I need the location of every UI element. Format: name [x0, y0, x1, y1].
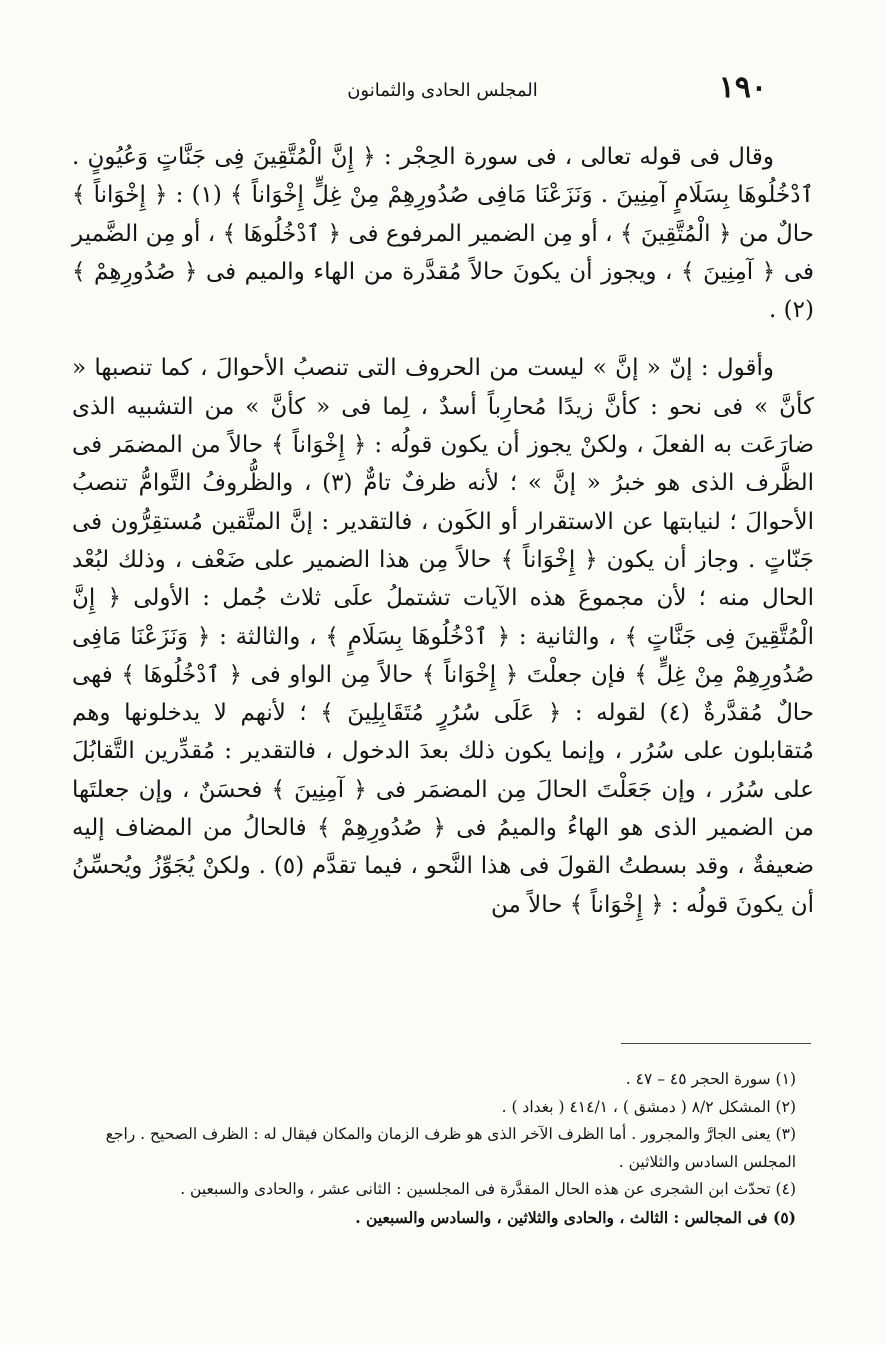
paragraph-2: وأقول : إنّ « إنَّ » ليست من الحروف التى تنصبُ الأحوالَ ، كما تنصبها « كأنَّ » فى نحو : كأنَّ زيدًا مُحارِباً أسدٌ ، لِما فى « كأنَّ » من التشبيه الذى ضارَعَت به الفعلَ ، ولكنْ يجوز أن يكون قولُه : ﴿ إِخْوَاناً ﴾ حالاً من المضمَر فى الظَّرف الذى هو خبرُ « إنَّ » ؛ لأنه ظرفٌ تامٌّ (٣) ، والظُّروفُ التَّوامُّ تنصبُ الأحوالَ ؛ لنيابتها عن الاستقرار أو الكَون ، فالتقدير : إنَّ المتَّقين مُستقِرُّون فى جَنّاتٍ . وجاز أن يكون ﴿ إِخْوَاناً ﴾ حالاً مِن هذا الضمير على ضَعْف ، وذلك لبُعْد الحال منه ؛ لأن مجموعَ هذه الآيات تشتملُ علَى ثلاث جُمل : الأولى ﴿ إِنَّ الْمُتَّقِينَ فِى جَنَّاتٍ ﴾ ، والثانية : ﴿ ٱدْخُلُوهَا بِسَلَامٍ ﴾ ، والثالثة : ﴿ وَنَزَعْنَا مَافِى صُدُورِهِمْ مِنْ غِلٍّ ﴾ فإن جعلْتَ ﴿ إِخْوَاناً ﴾ حالاً مِن الواو فى ﴿ ٱدْخُلُوهَا ﴾ فهى حالٌ مُقدَّرةٌ (٤) لقوله : ﴿ عَلَى سُرُرٍ مُتَقَابِلِينَ ﴾ ؛ لأنهم لا يدخلونها وهم مُتقابلون على سُرُر ، وإنما يكون ذلك بعدَ الدخول ، فالتقدير : مُقدِّرين التَّقابُلَ على سُرُر ، وإن جَعَلْتَ الحالَ مِن المضمَر فى ﴿ آمِنِينَ ﴾ فحسَنٌ ، وإن جعلتَها من الضمير الذى هو الهاءُ والميمُ فى ﴿ صُدُورِهِمْ ﴾ فالحالُ من المضاف إليه ضعيفةٌ ، وقد بسطتُ القولَ فى هذا النَّحو ، فيما تقدَّم (٥) . ولكنْ يُجَوِّزُ ويُحسِّنُ أن يكونَ قولُه : ﴿ إِخْوَاناً ﴾ حالاً من	[72, 355, 815, 918]
main-text	[72, 138, 814, 924]
page-header	[0, 70, 885, 114]
footnote-5: (٥) فى المجالس : الثالث ، والحادى والثلاثين ، والسادس والسبعين .	[355, 1207, 796, 1227]
footnote-1: (١) سورة الحجر ٤٥ – ٤٧ .	[625, 1070, 796, 1088]
footnote-3: (٣) يعنى الجارَّ والمجرور . أما الظرف الآخر الذى هو ظرف الزمان والمكان فيقال له : الظرف الصحيح . راجع المجلس السادس والثلاثين .	[105, 1125, 796, 1171]
footnote-2: (٢) المشكل ٨/٢ ( دمشق ) ، ٤١٤/١ ( بغداد ) .	[501, 1097, 796, 1116]
running-head: المجلس الحادى والثمانون	[347, 80, 538, 101]
footnotes	[76, 1066, 814, 1231]
paragraph-1: وقال فى قوله تعالى ، فى سورة الحِجْر : ﴿ إِنَّ الْمُتَّقِينَ فِى جَنَّاتٍ وَعُيُونٍ . ٱدْخُلُوهَا بِسَلَامٍ آمِنِينَ . وَنَزَعْنَا مَافِى صُدُورِهِمْ مِنْ غِلٍّ إِخْوَاناً ﴾ (١) : ﴿ إِخْوَاناً ﴾ حالٌ من ﴿ الْمُتَّقِينَ ﴾ ، أو مِن الضمير المرفوع فى ﴿ ٱدْخُلُوهَا ﴾ ، أو مِن الضَّمير فى ﴿ آمِنِينَ ﴾ ، ويجوز أن يكونَ حالاً مُقدَّرة من الهاء والميم فى ﴿ صُدُورِهِمْ ﴾ (٢) .	[72, 144, 814, 324]
footnote-divider	[621, 1043, 811, 1044]
footnote-4: (٤) تحدّث ابن الشجرى عن هذه الحال المقدَّرة فى المجلسين : الثانى عشر ، والحادى والسبعين .	[180, 1180, 796, 1198]
page-number: ١٩٠	[718, 70, 767, 105]
